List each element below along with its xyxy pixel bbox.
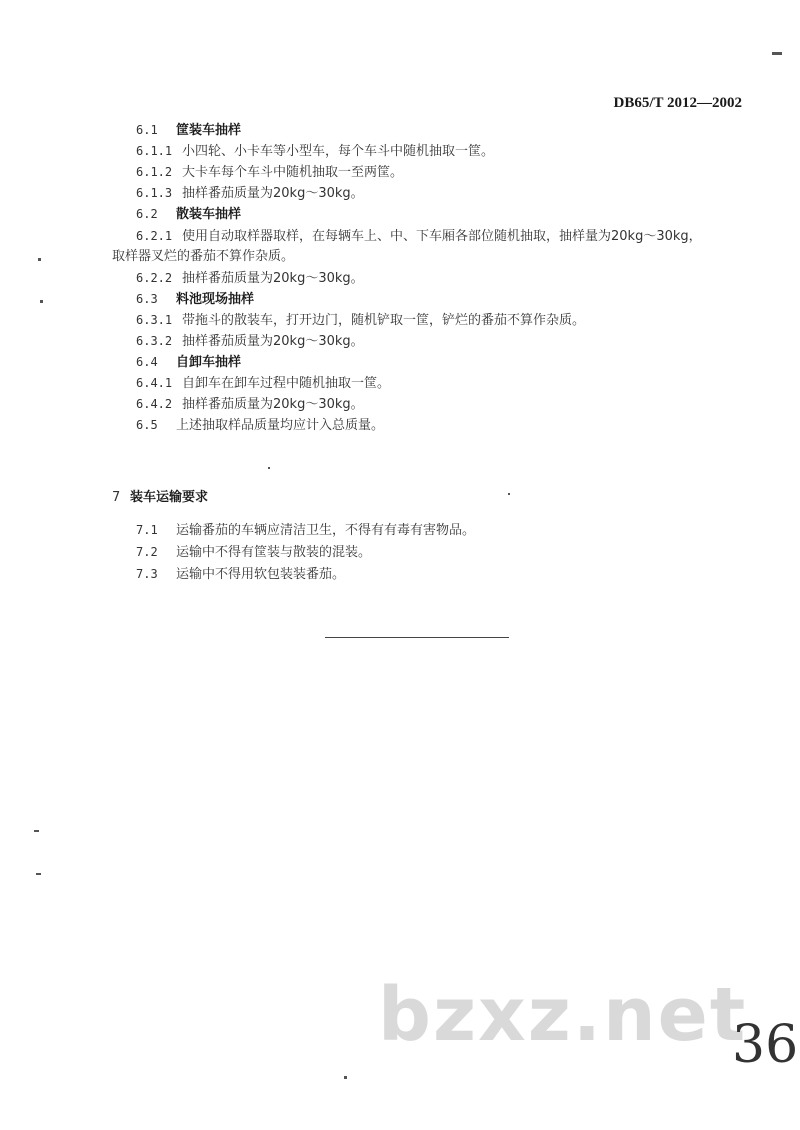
clause-text: 大卡车每个车斗中随机抽取一至两筐。: [182, 165, 404, 180]
clause-line: [136, 416, 384, 435]
clause-number: 7.1: [136, 523, 158, 537]
clause-line: [136, 374, 390, 393]
clause-text: 取样器叉烂的番茄不算作杂质。: [112, 249, 295, 264]
clause-number: 6.3.2: [136, 334, 173, 348]
end-rule: [325, 637, 509, 638]
clause-number: 6.5: [136, 418, 158, 432]
clause-text: 带拖斗的散装车，打开边门，随机铲取一筐，铲烂的番茄不算作杂质。: [182, 313, 586, 328]
clause-number: 6.4: [136, 355, 158, 369]
clause-line: [136, 290, 254, 309]
clause-text: 使用自动取样器取样，在每辆车上、中、下车厢各部位随机抽取，抽样量为20kg～30kg，: [182, 229, 702, 244]
clause-text: 运输中不得用软包装装番茄。: [176, 567, 346, 582]
clause-line: [136, 395, 364, 414]
document-code: DB65/T 2012—2002: [613, 95, 742, 111]
clause-text: 散装车抽样: [176, 207, 242, 222]
clause-line: [136, 565, 345, 584]
scan-speck: [772, 52, 782, 55]
clause-line-continued: [112, 248, 294, 266]
watermark: bzxz.net: [378, 972, 748, 1058]
clause-number: 6.1.2: [136, 165, 173, 179]
clause-number: 6.4.1: [136, 376, 173, 390]
clause-number: 6.3: [136, 292, 158, 306]
clause-text: 抽样番茄质量为20kg～30kg。: [182, 334, 364, 349]
clause-line: [136, 227, 702, 246]
page-number-handwritten: 36: [732, 1015, 799, 1075]
clause-text: 运输番茄的车辆应清洁卫生，不得有有毒有害物品。: [176, 523, 476, 538]
clause-number: 6.1: [136, 123, 158, 137]
scan-speck: [268, 467, 270, 469]
scan-speck: [38, 258, 41, 261]
clause-text: 抽样番茄质量为20kg～30kg。: [182, 397, 364, 412]
scan-speck: [40, 300, 43, 303]
clause-text: 小四轮、小卡车等小型车，每个车斗中随机抽取一筐。: [182, 144, 495, 159]
clause-text: 上述抽取样品质量均应计入总质量。: [176, 418, 385, 433]
clause-text: 抽样番茄质量为20kg～30kg。: [182, 186, 364, 201]
clause-text: 料池现场抽样: [176, 292, 255, 307]
clause-text: 运输中不得有筐装与散装的混装。: [176, 545, 372, 560]
clause-line: [136, 163, 403, 182]
clause-text: 筐装车抽样: [176, 123, 242, 138]
scan-speck: [508, 493, 510, 495]
section-heading: [112, 489, 208, 507]
clause-text: 自卸车抽样: [176, 355, 242, 370]
scan-speck: [344, 1076, 347, 1079]
clause-number: 6.2.1: [136, 229, 173, 243]
scan-speck: [34, 830, 39, 832]
scan-speck: [36, 873, 41, 875]
clause-line: [136, 269, 364, 288]
clause-line: [136, 521, 475, 540]
clause-line: [136, 205, 241, 224]
section-title: 装车运输要求: [130, 490, 209, 505]
clause-number: 6.4.2: [136, 397, 173, 411]
clause-number: 6.1.1: [136, 144, 173, 158]
clause-line: [136, 311, 585, 330]
clause-number: 6.2: [136, 207, 158, 221]
clause-text: 抽样番茄质量为20kg～30kg。: [182, 271, 364, 286]
clause-line: [136, 353, 241, 372]
clause-line: [136, 142, 494, 161]
clause-line: [136, 184, 364, 203]
clause-number: 7.2: [136, 545, 158, 559]
clause-number: 6.2.2: [136, 271, 173, 285]
clause-line: [136, 543, 371, 562]
section-number: 7: [112, 490, 121, 505]
clause-line: [136, 121, 241, 140]
clause-number: 6.1.3: [136, 186, 173, 200]
clause-text: 自卸车在卸车过程中随机抽取一筐。: [182, 376, 391, 391]
clause-number: 7.3: [136, 567, 158, 581]
clause-number: 6.3.1: [136, 313, 173, 327]
clause-line: [136, 332, 364, 351]
